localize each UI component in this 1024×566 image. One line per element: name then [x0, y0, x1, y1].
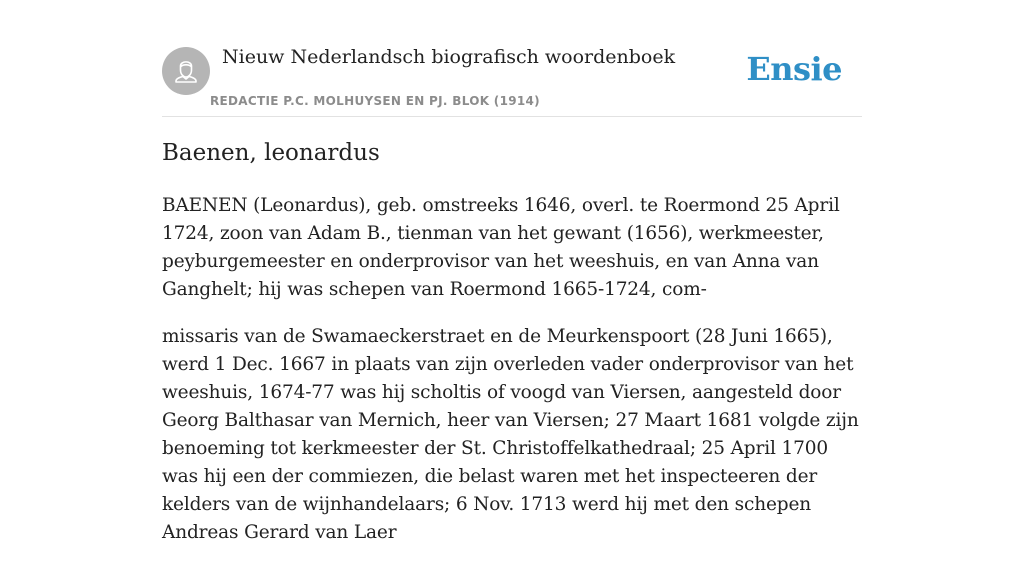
page-title: Baenen, leonardus [162, 140, 380, 166]
article-paragraph: missaris van de Swamaeckerstraet en de Meurkenspoort (28 Juni 1665), werd 1 Dec. 1667 in plaats van zijn overleden vader onderprovisor van het weeshuis, 1674-77 was hij scholtis of voogd van Viersen, aangesteld door Georg Balthasar van Mernich, heer van Viersen; 27 Maart 1681 volgde zijn benoeming tot kerkmeester der St. Christoffelkathedraal; 25 April 1700 was hij een der commiezen, die belast waren met het inspecteeren der kelders van de wijnhandelaars; 6 Nov. 1713 werd hij met den schepen Andreas Gerard van Laer [162, 326, 859, 543]
avatar[interactable] [162, 47, 210, 95]
user-outline-icon [162, 47, 210, 95]
article-paragraph: BAENEN (Leonardus), geb. omstreeks 1646, overl. te Roermond 25 April 1724, zoon van Adam B., tienman van het gewant (1656), werkmeester, peyburgemeester en onderprovisor van het weeshuis, en van Anna van Ganghelt; hij was schepen van Roermond 1665-1724, com- [162, 195, 840, 300]
source-subtitle: REDACTIE P.C. MOLHUYSEN EN PJ. BLOK (1914) [210, 94, 540, 108]
source-header [162, 40, 862, 117]
source-title[interactable]: Nieuw Nederlandsch biografisch woordenboek [222, 46, 676, 68]
article-body [162, 192, 862, 566]
ensie-logo[interactable]: Ensie [746, 50, 842, 88]
